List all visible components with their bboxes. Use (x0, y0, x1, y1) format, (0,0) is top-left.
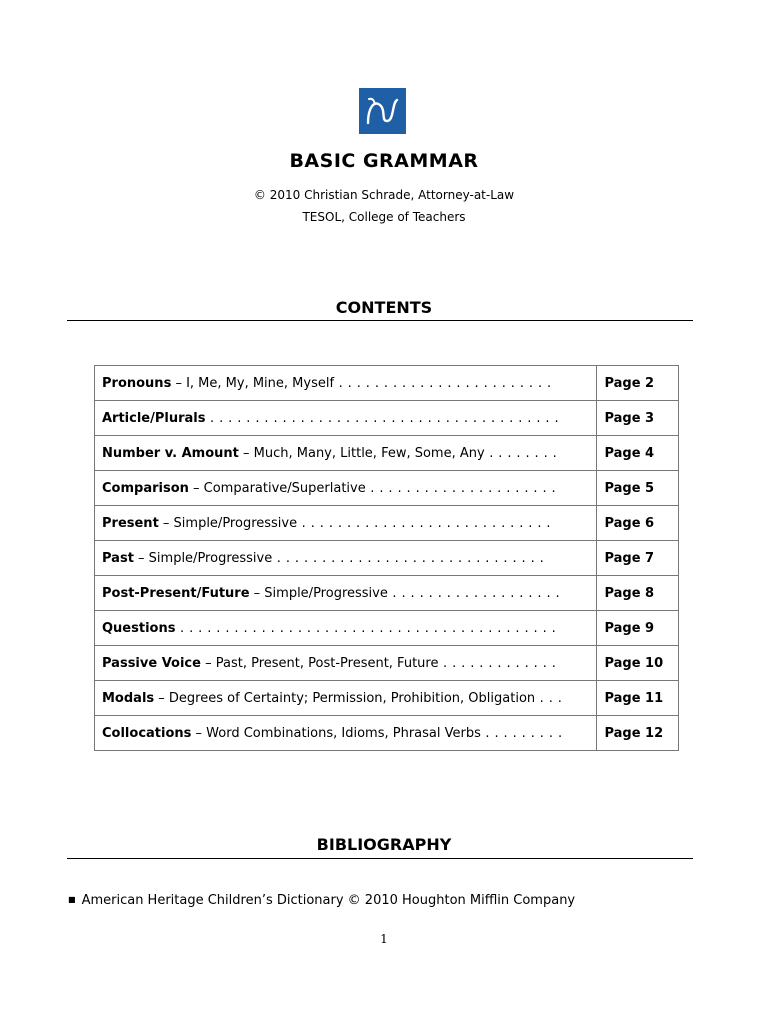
entry-leader-dots: . . . . . . . . . . . . . . . . . . . . . (365, 480, 557, 496)
page-number: 1 (380, 932, 388, 946)
contents-entry (95, 471, 597, 506)
entry-detail: – Degrees of Certainty; Permission, Prohibition, Obligation (154, 690, 536, 706)
entry-topic: Modals (102, 690, 155, 706)
contents-entry (95, 541, 597, 576)
contents-row (95, 506, 679, 541)
entry-topic: Article/Plurals (102, 410, 206, 426)
entry-detail: – Simple/Progressive (158, 515, 298, 531)
contents-row (95, 646, 679, 681)
entry-topic: Collocations (102, 725, 192, 741)
contents-row (95, 576, 679, 611)
contents-row (95, 541, 679, 576)
wave-logo-icon (359, 88, 406, 134)
bibliography-item (68, 893, 575, 908)
entry-page: Page 10 (597, 646, 679, 681)
contents-row (95, 471, 679, 506)
bibliography-divider (67, 858, 693, 859)
entry-page: Page 3 (597, 401, 679, 436)
entry-detail: – Simple/Progressive (133, 550, 273, 566)
affiliation-line: TESOL, College of Teachers (302, 210, 466, 224)
entry-detail: – Simple/Progressive (249, 585, 388, 601)
contents-row (95, 401, 679, 436)
contents-entry (95, 646, 597, 681)
entry-topic: Post-Present/Future (102, 585, 250, 601)
contents-row (95, 681, 679, 716)
contents-row (95, 436, 679, 471)
document-title: BASIC GRAMMAR (289, 150, 479, 172)
entry-page: Page 9 (597, 611, 679, 646)
entry-page: Page 12 (597, 716, 679, 751)
entry-leader-dots: . . . . . . . . . . . . . . . . . . . . . . . . . . . . (297, 515, 551, 531)
entry-leader-dots: . . . . . . . . (484, 445, 558, 461)
bullet-icon: ■ (68, 895, 76, 904)
contents-entry (95, 366, 597, 401)
contents-row (95, 611, 679, 646)
entry-leader-dots: . . . . . . . . . . . . . . . . . . . . . . . . . . . . . . (272, 550, 545, 566)
bibliography-heading: BIBLIOGRAPHY (316, 835, 452, 854)
entry-topic: Questions (102, 620, 176, 636)
entry-topic: Past (102, 550, 134, 566)
bibliography-item-text: American Heritage Children’s Dictionary © 2010 Houghton Mifflin Company (81, 893, 576, 908)
contents-entry (95, 681, 597, 716)
entry-page: Page 8 (597, 576, 679, 611)
entry-leader-dots: . . . . . . . . . . . . . . . . . . . . . . . . . . . . . . . . . . . . . . . . . . (175, 620, 557, 636)
entry-leader-dots: . . . . . . . . . . . . . . . . . . . (387, 585, 561, 601)
contents-table (94, 365, 679, 751)
contents-row (95, 366, 679, 401)
entry-topic: Number v. Amount (102, 445, 239, 461)
contents-heading: CONTENTS (335, 298, 433, 317)
contents-entry (95, 576, 597, 611)
entry-leader-dots: . . . . . . . . . . . . . . . . . . . . . . . . . . . . . . . . . . . . . . . (205, 410, 560, 426)
entry-detail: – Past, Present, Post-Present, Future (200, 655, 439, 671)
entry-leader-dots: . . . (535, 690, 563, 706)
entry-page: Page 7 (597, 541, 679, 576)
entry-detail: – Comparative/Superlative (188, 480, 366, 496)
entry-page: Page 11 (597, 681, 679, 716)
contents-entry (95, 436, 597, 471)
contents-entry (95, 611, 597, 646)
entry-topic: Present (102, 515, 159, 531)
entry-detail: – Much, Many, Little, Few, Some, Any (238, 445, 485, 461)
entry-detail: – I, Me, My, Mine, Myself (171, 375, 335, 391)
entry-detail: – Word Combinations, Idioms, Phrasal Verbs (191, 725, 481, 741)
contents-row (95, 716, 679, 751)
entry-page: Page 6 (597, 506, 679, 541)
contents-entry (95, 716, 597, 751)
entry-topic: Passive Voice (102, 655, 201, 671)
entry-page: Page 5 (597, 471, 679, 506)
entry-leader-dots: . . . . . . . . . (480, 725, 563, 741)
copyright-line: © 2010 Christian Schrade, Attorney-at-Law (253, 188, 515, 202)
contents-divider (67, 320, 693, 321)
entry-leader-dots: . . . . . . . . . . . . . (438, 655, 557, 671)
entry-page: Page 4 (597, 436, 679, 471)
entry-topic: Comparison (102, 480, 189, 496)
entry-page: Page 2 (597, 366, 679, 401)
entry-leader-dots: . . . . . . . . . . . . . . . . . . . . . . . . (334, 375, 552, 391)
contents-entry (95, 401, 597, 436)
entry-topic: Pronouns (102, 375, 172, 391)
contents-entry (95, 506, 597, 541)
